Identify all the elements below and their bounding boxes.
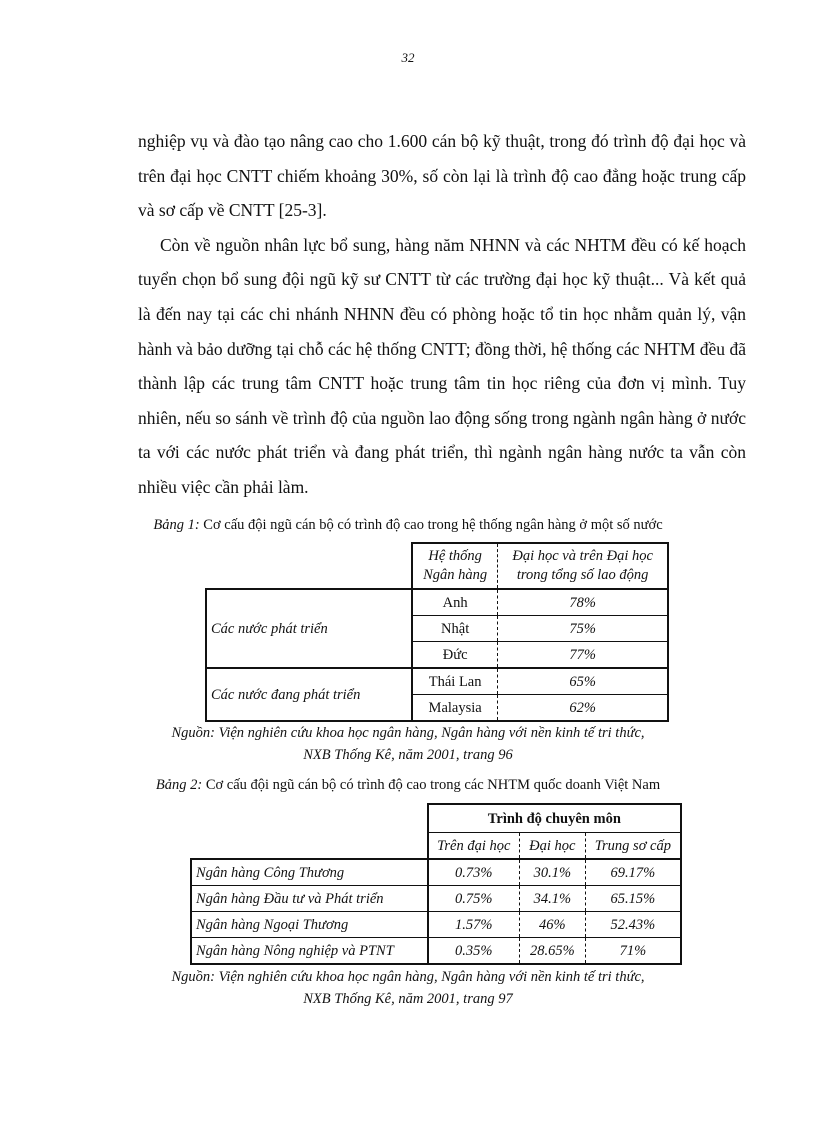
- table1-header-ratio: Đại học và trên Đại học trong tổng số lao động: [498, 543, 668, 589]
- table1-value: 77%: [498, 642, 668, 669]
- table2-value: 28.65%: [519, 938, 585, 965]
- table2-source: Nguồn: Viện nghiên cứu khoa học ngân hàng, Ngân hàng với nền kinh tế tri thức, NXB Thống Kê, năm 2001, trang 97: [171, 969, 645, 1007]
- table1-group-developing: Các nước đang phát triển: [206, 668, 412, 721]
- table2-value: 52.43%: [585, 912, 681, 938]
- body-text: [138, 124, 746, 505]
- table2-value: 71%: [585, 938, 681, 965]
- table2-caption: [0, 775, 816, 795]
- table2-bank: Ngân hàng Công Thương: [191, 859, 428, 886]
- table2-empty-cell: [191, 833, 428, 860]
- paragraph-2: Còn về nguồn nhân lực bổ sung, hàng năm NHNN và các NHTM đều có kế hoạch tuyển chọn bổ sung đội ngũ kỹ sư CNTT từ các trường đại học kỹ thuật... Và kết quả là đến nay tại các chi nhánh NHNN đều có phòng hoặc tổ tin học nhằm quản lý, vận hành và bảo dưỡng tại chỗ các hệ thống CNTT; đồng thời, hệ thống các NHTM đều đã thành lập các trung tâm CNTT hoặc trung tâm tin học riêng của đơn vị mình. Tuy nhiên, nếu so sánh về trình độ của nguồn lao động sống trong ngành ngân hàng ở nước ta với các nước phát triển và đang phát triển, thì ngành ngân hàng nước ta vẫn còn nhiều việc cần phải làm.: [138, 234, 746, 497]
- table1-country: Đức: [412, 642, 498, 669]
- table1-value: 65%: [498, 668, 668, 695]
- table1-group-developed: Các nước phát triển: [206, 589, 412, 668]
- table1-label: Bảng 1:: [153, 517, 200, 533]
- table1-source: Nguồn: Viện nghiên cứu khoa học ngân hàng, Ngân hàng với nền kinh tế tri thức, NXB Thống Kê, năm 2001, trang 96: [171, 725, 645, 763]
- page-number: 32: [401, 50, 415, 65]
- table2-bank: Ngân hàng Nông nghiệp và PTNT: [191, 938, 428, 965]
- table2-value: 0.75%: [428, 886, 520, 912]
- table-row: [191, 859, 681, 886]
- table-row: [191, 938, 681, 965]
- table1-value: 75%: [498, 616, 668, 642]
- table-row: [206, 668, 668, 695]
- table2-value: 65.15%: [585, 886, 681, 912]
- table1-title: Cơ cấu đội ngũ cán bộ có trình độ cao trong hệ thống ngân hàng ở một số nước: [203, 517, 663, 533]
- table1-header-system: Hệ thống Ngân hàng: [412, 543, 498, 589]
- table2-bank: Ngân hàng Ngoại Thương: [191, 912, 428, 938]
- table1: [205, 542, 669, 722]
- table2-col-header: Trên đại học: [428, 833, 520, 860]
- table2-bank: Ngân hàng Đầu tư và Phát triển: [191, 886, 428, 912]
- table1-country: Anh: [412, 589, 498, 616]
- table1-empty-corner: [206, 543, 412, 589]
- table1-value: 62%: [498, 695, 668, 722]
- table2-col-header: Trung sơ cấp: [585, 833, 681, 860]
- table2: [190, 803, 682, 965]
- table2-group-header: Trình độ chuyên môn: [428, 804, 681, 833]
- table2-col-header: Đại học: [519, 833, 585, 860]
- table2-empty-corner: [191, 804, 428, 833]
- table2-value: 0.35%: [428, 938, 520, 965]
- table2-value: 1.57%: [428, 912, 520, 938]
- table2-value: 46%: [519, 912, 585, 938]
- table1-value: 78%: [498, 589, 668, 616]
- table2-value: 0.73%: [428, 859, 520, 886]
- table1-country: Malaysia: [412, 695, 498, 722]
- table1-country: Thái Lan: [412, 668, 498, 695]
- table2-value: 34.1%: [519, 886, 585, 912]
- table2-value: 69.17%: [585, 859, 681, 886]
- table2-label: Bảng 2:: [155, 777, 203, 793]
- table-row: [191, 912, 681, 938]
- table1-caption: [0, 515, 816, 535]
- paragraph-1: nghiệp vụ và đào tạo nâng cao cho 1.600 cán bộ kỹ thuật, trong đó trình độ đại học và trên đại học CNTT chiếm khoảng 30%, số còn lại là trình độ cao đẳng hoặc trung cấp và sơ cấp về CNTT [25-3].: [138, 131, 746, 221]
- table2-value: 30.1%: [519, 859, 585, 886]
- table2-title: Cơ cấu đội ngũ cán bộ có trình độ cao trong các NHTM quốc doanh Việt Nam: [205, 777, 661, 793]
- table1-country: Nhật: [412, 616, 498, 642]
- table-row: [206, 589, 668, 616]
- table-row: [191, 886, 681, 912]
